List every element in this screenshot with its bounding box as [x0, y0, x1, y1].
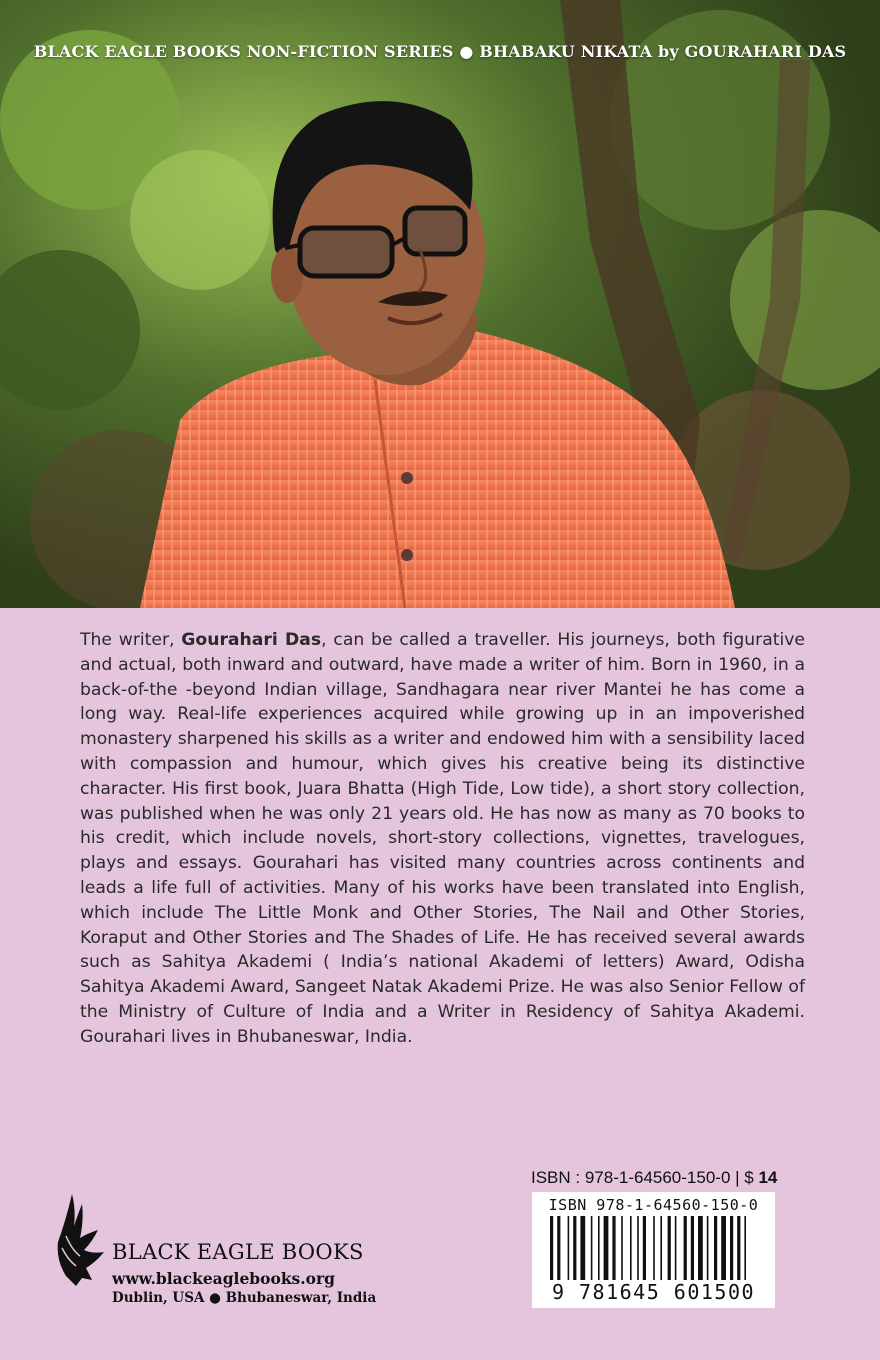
barcode-isbn-text: ISBN 978-1-64560-150-0	[548, 1196, 759, 1214]
bio-text: , can be called a traveller. His journeys, both figurative and actual, both inward and outward, have made a writer of him. Born in 1960, in a back-of-the -beyond Indian village, Sandhagara near river Mantei he has come a long way. Real-life experiences acquired while growing up in an impoverished monastery sharpened his skills as a writer and endowed him with a sensibility laced with compassion and humour, which gives his creative being its distinctive character. His first book, Juara Bhatta (High Tide, Low tide), a short story collection, was published when he was only 21 years old. He has now as many as 70 books to his credit, which include novels, short-story collections, vignettes, travelogues, plays and essays. Gourahari has visited many countries across continents and leads a life full of activities. Many of his works have been translated into English, which include The Little Monk and Other Stories, The Nail and Other Stories, Koraput and Other Stories and The Shades of Life. He has received several awards such as Sahitya Akademi ( India’s national Akademi of letters) Award, Odisha Sahitya Akademi Award, Sangeet Natak Akademi Prize. He was also Senior Fellow of the Ministry of Culture of India and a Writer in Residency of Sahitya Akademi. Gourahari lives in Bhubaneswar, India.	[80, 630, 805, 1047]
publisher-name: BLACK EAGLE BOOKS	[112, 1240, 364, 1264]
isbn-label: ISBN : 978-1-64560-150-0 | $	[531, 1168, 759, 1187]
author-photo-illustration	[0, 0, 880, 608]
series-title: BLACK EAGLE BOOKS NON-FICTION SERIES ● BHABAKU NIKATA by GOURAHARI DAS	[33, 42, 847, 61]
isbn-price-line	[531, 1168, 777, 1188]
bio-prefix: The writer,	[80, 630, 182, 650]
barcode-digits: 9 781645 601500	[551, 1280, 756, 1304]
publisher-url: www.blackeaglebooks.org	[112, 1269, 336, 1288]
black-eagle-icon	[52, 1190, 112, 1290]
author-photo	[0, 0, 880, 608]
author-bio	[80, 628, 805, 1050]
price: 14	[758, 1168, 778, 1187]
barcode-bars	[550, 1216, 760, 1280]
publisher-cities: Dublin, USA ● Bhubaneswar, India	[112, 1290, 377, 1306]
barcode	[532, 1192, 775, 1308]
author-name: Gourahari Das	[181, 630, 322, 650]
